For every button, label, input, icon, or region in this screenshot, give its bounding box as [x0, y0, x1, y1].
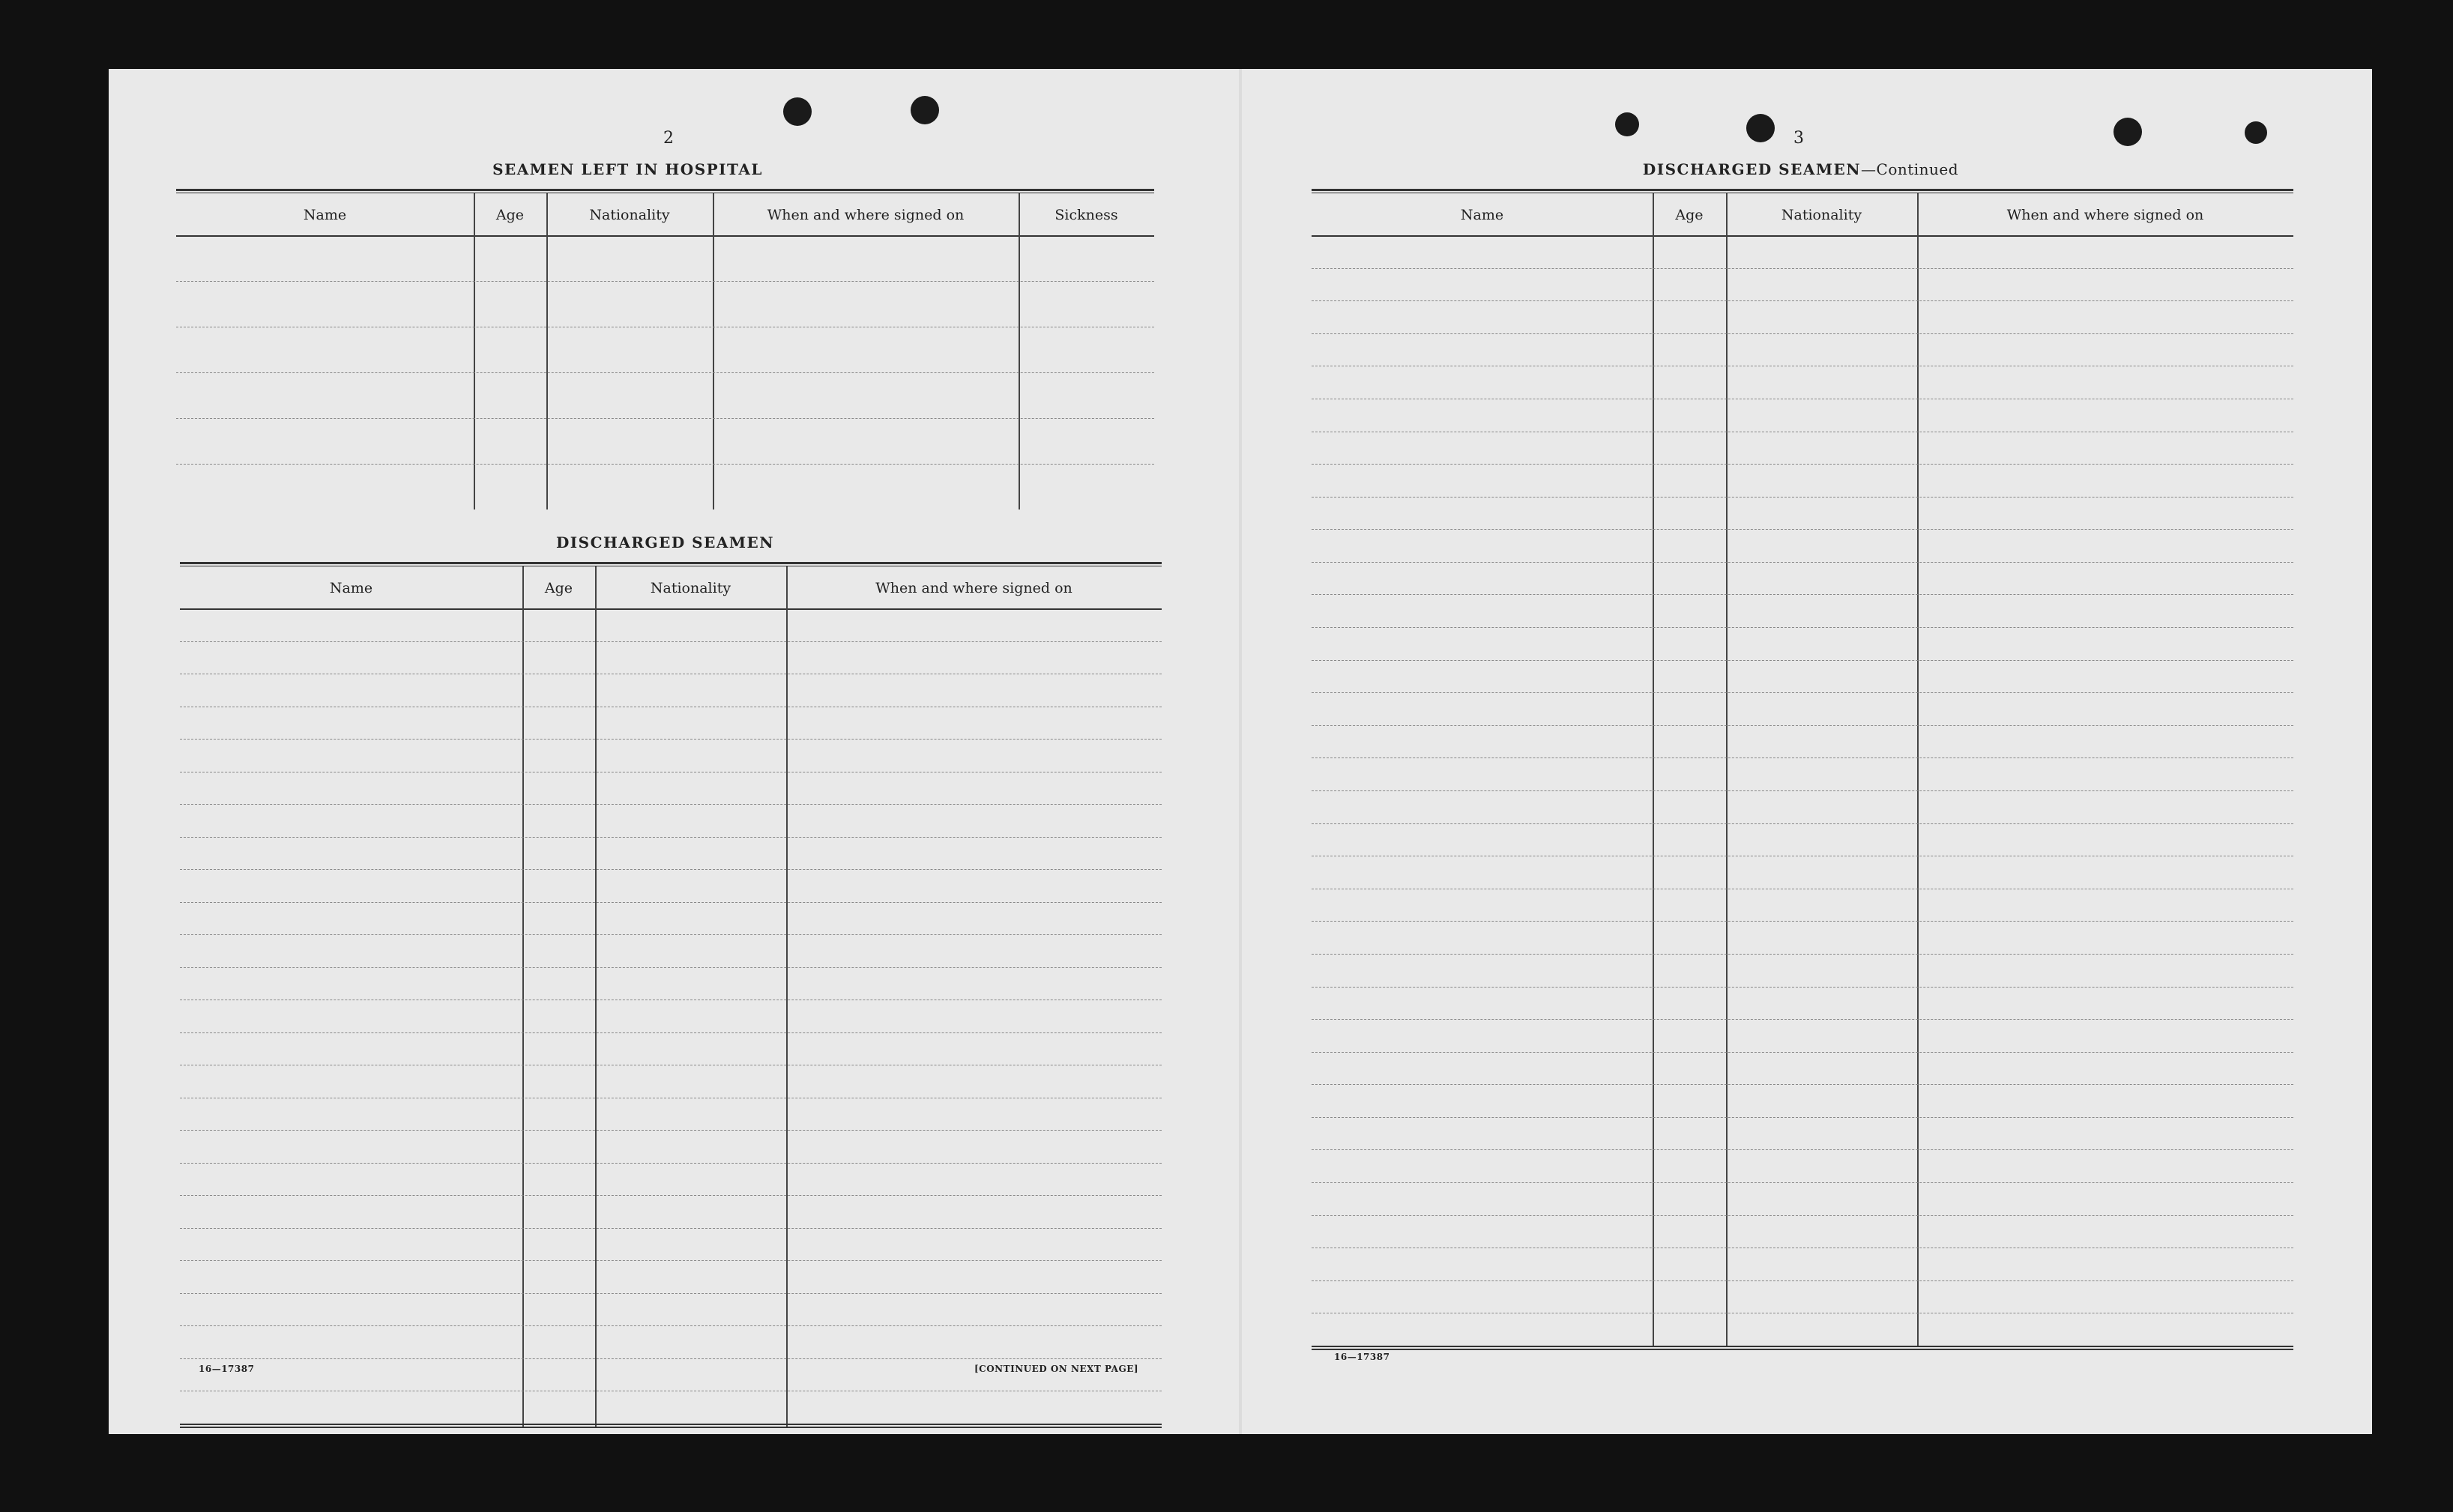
- ruled-row: [180, 1032, 1162, 1033]
- ruled-row: [1312, 692, 2293, 693]
- col-signed-on: When and where signed on: [2006, 207, 2204, 223]
- table-bottom-rule: [180, 1424, 1162, 1428]
- col-signed-on: When and where signed on: [767, 207, 965, 223]
- ruled-row: [176, 464, 1154, 465]
- table-header: [180, 566, 1162, 610]
- ruled-row: [180, 739, 1162, 740]
- page-number: 2: [663, 129, 674, 148]
- ruled-row: [180, 837, 1162, 838]
- col-signed-on: When and where signed on: [875, 580, 1072, 596]
- column-divider: [474, 193, 475, 509]
- ruled-row: [1312, 921, 2293, 922]
- column-divider: [786, 566, 788, 1428]
- title-main: DISCHARGED SEAMEN: [1642, 160, 1862, 178]
- discharged-continued-title: [1312, 160, 2290, 178]
- continued-note: [CONTINUED ON NEXT PAGE]: [974, 1364, 1139, 1374]
- ruled-row: [180, 1358, 1162, 1359]
- ruled-row: [1312, 562, 2293, 563]
- ruled-row: [1312, 1052, 2293, 1053]
- column-divider: [546, 193, 548, 509]
- page-number: 3: [1793, 129, 1804, 148]
- ruled-row: [1312, 1019, 2293, 1020]
- ruled-row: [180, 1130, 1162, 1131]
- discharged-title: DISCHARGED SEAMEN: [555, 533, 775, 551]
- title-suffix: —Continued: [1861, 160, 1959, 178]
- right-page: [1244, 69, 2372, 1434]
- col-nationality: Nationality: [1781, 207, 1862, 223]
- ruled-row: [1312, 529, 2293, 530]
- ruled-row: [1312, 300, 2293, 301]
- ruled-row: [1312, 987, 2293, 988]
- col-nationality: Nationality: [650, 580, 731, 596]
- ruled-row: [1312, 954, 2293, 955]
- col-age: Age: [544, 580, 573, 596]
- ruled-row: [1312, 464, 2293, 465]
- ruled-row: [180, 967, 1162, 968]
- col-name: Name: [329, 580, 373, 596]
- ruled-row: [1312, 594, 2293, 595]
- ruled-row: [1312, 497, 2293, 498]
- form-number: 16—17387: [199, 1364, 255, 1374]
- page-fold: [1239, 69, 1242, 1434]
- ruled-row: [176, 372, 1154, 373]
- ruled-row: [1312, 1149, 2293, 1150]
- ruled-row: [1312, 1182, 2293, 1183]
- ruled-row: [1312, 660, 2293, 661]
- ruled-row: [176, 281, 1154, 282]
- ruled-row: [180, 1293, 1162, 1294]
- ruled-row: [1312, 725, 2293, 726]
- ruled-row: [1312, 1117, 2293, 1118]
- hospital-table: [176, 189, 1154, 509]
- table-header: [1312, 193, 2293, 237]
- ruled-row: [1312, 1280, 2293, 1281]
- ruled-row: [180, 1260, 1162, 1261]
- ruled-row: [180, 804, 1162, 805]
- table-header: [176, 193, 1154, 237]
- ruled-row: [1312, 1215, 2293, 1216]
- ruled-row: [1312, 790, 2293, 791]
- col-age: Age: [495, 207, 525, 223]
- form-number: 16—17387: [1334, 1352, 1390, 1362]
- ruled-row: [180, 934, 1162, 935]
- ruled-row: [180, 902, 1162, 903]
- discharged-table: [180, 562, 1162, 1424]
- ruled-row: [180, 869, 1162, 870]
- table-bottom-rule: [1312, 1346, 2293, 1350]
- ruled-row: [180, 1163, 1162, 1164]
- ruled-row: [176, 418, 1154, 419]
- document-sheet: [109, 69, 2372, 1434]
- ruled-row: [1312, 333, 2293, 334]
- col-nationality: Nationality: [589, 207, 670, 223]
- left-page: [109, 69, 1237, 1434]
- column-divider: [713, 193, 714, 509]
- ruled-row: [1312, 268, 2293, 269]
- column-divider: [595, 566, 597, 1428]
- col-name: Name: [303, 207, 347, 223]
- ruled-row: [180, 641, 1162, 642]
- ruled-row: [1312, 1084, 2293, 1085]
- ruled-row: [1312, 823, 2293, 824]
- column-divider: [1019, 193, 1020, 509]
- col-name: Name: [1460, 207, 1504, 223]
- ruled-row: [180, 1325, 1162, 1326]
- discharged-continued-table: [1312, 189, 2293, 1410]
- ruled-row: [1312, 757, 2293, 758]
- col-sickness: Sickness: [1054, 207, 1118, 223]
- col-age: Age: [1675, 207, 1704, 223]
- column-divider: [522, 566, 524, 1428]
- ruled-row: [180, 1228, 1162, 1229]
- ruled-row: [180, 1195, 1162, 1196]
- hospital-title: SEAMEN LEFT IN HOSPITAL: [492, 160, 763, 178]
- ruled-row: [1312, 627, 2293, 628]
